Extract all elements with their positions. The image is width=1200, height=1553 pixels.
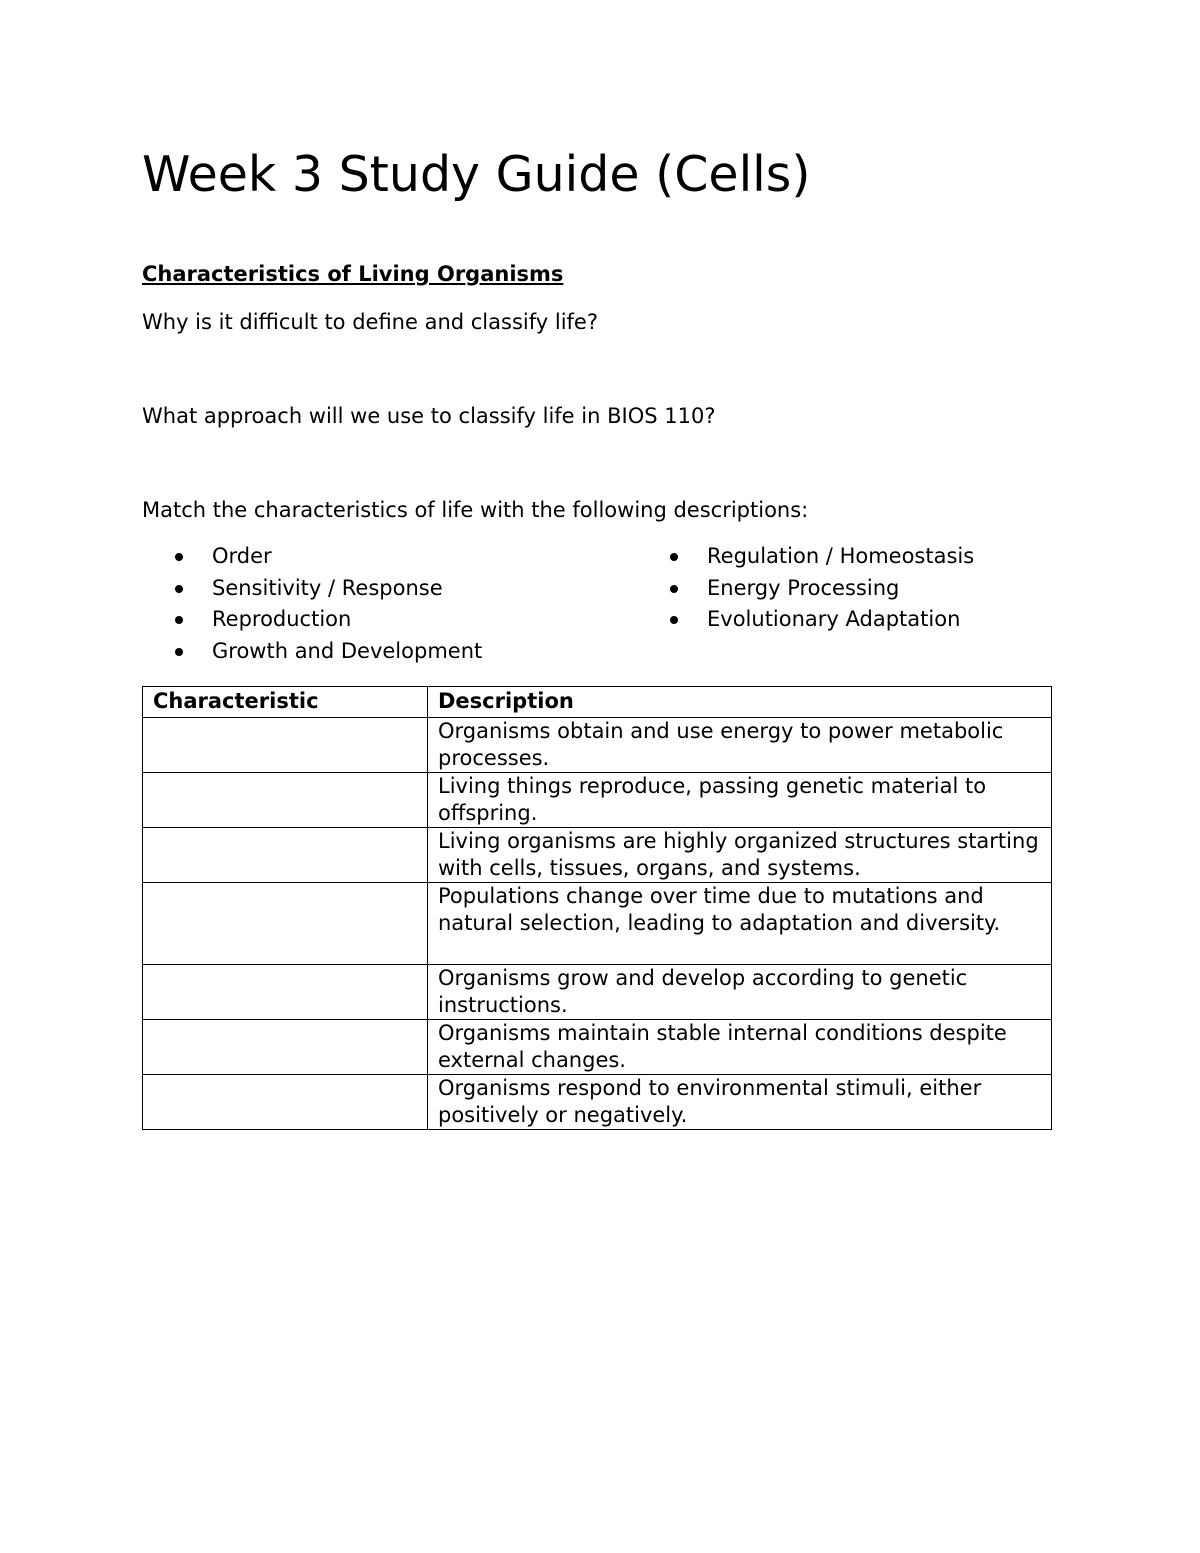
characteristics-list-left [142,541,482,667]
description-cell: Organisms grow and develop according to genetic instructions. [428,965,1052,1020]
table-header-row [143,687,1052,718]
bullet-icon [175,616,183,624]
table-row [143,828,1052,883]
list-item-label: Growth and Development [212,638,483,663]
question-2: What approach will we use to classify life in BIOS 110? [142,404,716,428]
characteristic-answer-cell[interactable] [143,773,428,828]
characteristic-answer-cell[interactable] [143,1075,428,1130]
description-cell: Living things reproduce, passing genetic material to offspring. [428,773,1052,828]
description-cell: Organisms maintain stable internal conditions despite external changes. [428,1020,1052,1075]
bullet-icon [175,553,183,561]
list-item [142,604,482,636]
characteristic-answer-cell[interactable] [143,1020,428,1075]
bullet-icon [175,648,183,656]
table-row [143,773,1052,828]
bullet-icon [670,616,678,624]
list-item-label: Order [212,544,272,568]
characteristic-answer-cell[interactable] [143,828,428,883]
column-header-characteristic: Characteristic [143,687,428,718]
list-item [142,636,482,668]
table-row [143,718,1052,773]
description-cell: Organisms respond to environmental stimuli, either positively or negatively. [428,1075,1052,1130]
list-item [637,541,974,573]
table-row [143,883,1052,965]
description-cell: Living organisms are highly organized structures starting with cells, tissues, organs, and systems. [428,828,1052,883]
table-row [143,965,1052,1020]
list-item [637,573,974,605]
matching-instructions: Match the characteristics of life with the following descriptions: [142,498,809,522]
list-item-label: Sensitivity / Response [212,575,443,600]
table-row [143,1075,1052,1130]
column-header-description: Description [428,687,1052,718]
characteristics-list-right [637,541,974,636]
bullet-icon [670,585,678,593]
characteristic-answer-cell[interactable] [143,718,428,773]
description-cell: Populations change over time due to mutations and natural selection, leading to adaptation and diversity. [428,883,1052,965]
bullet-icon [670,553,678,561]
list-item-label: Evolutionary Adaptation [707,607,961,631]
page-title: Week 3 Study Guide (Cells) [142,146,811,203]
section-heading: Characteristics of Living Organisms [142,262,564,286]
characteristic-answer-cell[interactable] [143,965,428,1020]
list-item [142,573,482,605]
list-item [637,604,974,636]
characteristic-answer-cell[interactable] [143,883,428,965]
table-row [143,1020,1052,1075]
matching-table [142,686,1052,1130]
bullet-icon [175,585,183,593]
list-item-label: Regulation / Homeostasis [707,544,975,568]
list-item-label: Energy Processing [707,575,900,600]
list-item [142,541,482,573]
description-cell: Organisms obtain and use energy to power metabolic processes. [428,718,1052,773]
list-item-label: Reproduction [212,607,352,631]
question-1: Why is it difficult to define and classify life? [142,310,598,334]
